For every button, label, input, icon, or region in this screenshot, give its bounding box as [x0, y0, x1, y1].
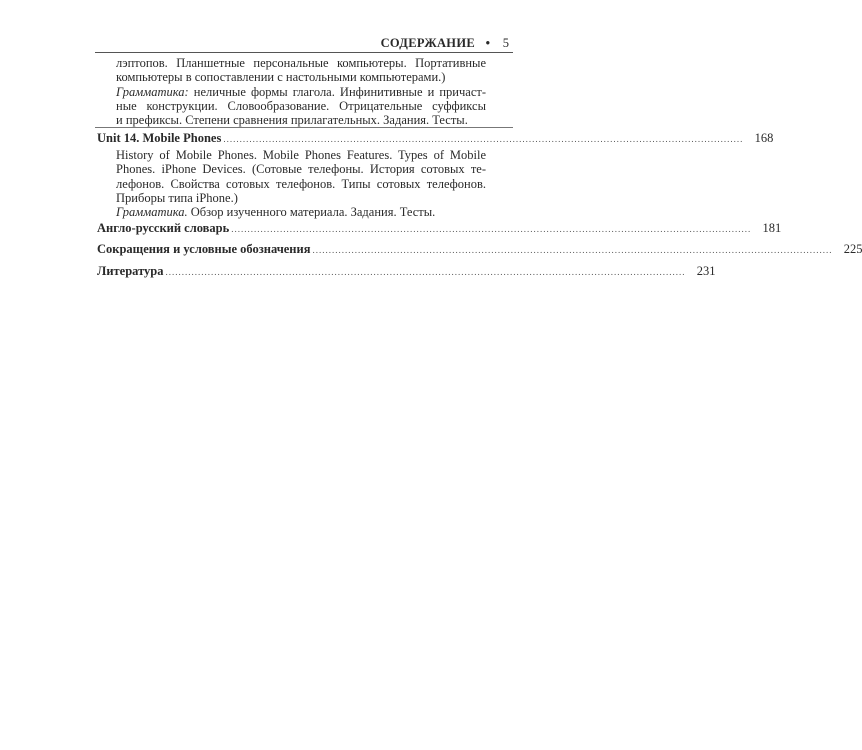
unit-desc-line: History of Mobile Phones. Mobile Phones Features. Types of Mobile	[116, 148, 486, 162]
unit-14-description	[116, 148, 486, 219]
grammar-line	[116, 205, 486, 219]
dot-leader: ................................................................................................................................................................	[165, 267, 686, 277]
page-number: 5	[502, 36, 509, 50]
toc-entry-title: Англо-русский словарь	[97, 221, 230, 235]
running-header-title: СОДЕРЖАНИЕ	[380, 36, 475, 50]
grammar-text: неличные формы глагола. Инфинитивные и причаст-	[188, 84, 486, 99]
toc-entry-title: Литература	[97, 264, 164, 278]
grammar-label: Грамматика.	[116, 205, 188, 220]
grammar-line: и префиксы. Степени сравнения прилагательных. Задания. Тесты.	[116, 113, 468, 128]
continued-line: лэптопов. Планшетные персональные компьютеры. Портативные	[116, 56, 486, 70]
grammar-line	[116, 85, 486, 99]
dot-leader: ................................................................................................................................................................	[231, 224, 752, 234]
header-rule	[95, 52, 513, 53]
toc-entry-literature[interactable]	[97, 264, 716, 279]
toc-entry-page: 181	[762, 221, 782, 235]
previous-unit-continued	[116, 56, 486, 127]
grammar-label: Грамматика:	[116, 84, 189, 99]
continued-line: компьютеры в сопоставлении с настольными компьютерами.)	[116, 70, 446, 85]
toc-entry-abbreviations[interactable]	[97, 242, 862, 257]
toc-entry-title: Unit 14. Mobile Phones	[97, 131, 222, 145]
unit-desc-line: лефонов. Свойства сотовых телефонов. Типы сотовых телефонов.	[116, 176, 486, 191]
dot-leader: ................................................................................................................................................................	[312, 245, 833, 255]
toc-entry-page: 225	[843, 242, 862, 256]
grammar-line: ные конструкции. Словообразование. Отрицательные суффиксы	[116, 98, 486, 113]
grammar-text: Обзор изученного материала. Задания. Тесты.	[187, 205, 436, 220]
toc-entry-page: 168	[754, 131, 774, 145]
running-header	[95, 36, 513, 51]
section-rule	[95, 127, 513, 128]
unit-desc-line: Phones. iPhone Devices. (Сотовые телефоны. История сотовых те-	[116, 162, 486, 177]
toc-entry-title: Сокращения и условные обозначения	[97, 242, 311, 256]
dot-leader: ................................................................................................................................................................	[223, 134, 744, 144]
toc-entry-page: 231	[696, 264, 716, 278]
unit-desc-line: Приборы типа iPhone.)	[116, 190, 238, 205]
toc-entry-unit-14[interactable]	[97, 131, 774, 146]
toc-entry-dictionary[interactable]	[97, 221, 782, 236]
running-header-bullet: •	[485, 36, 490, 50]
